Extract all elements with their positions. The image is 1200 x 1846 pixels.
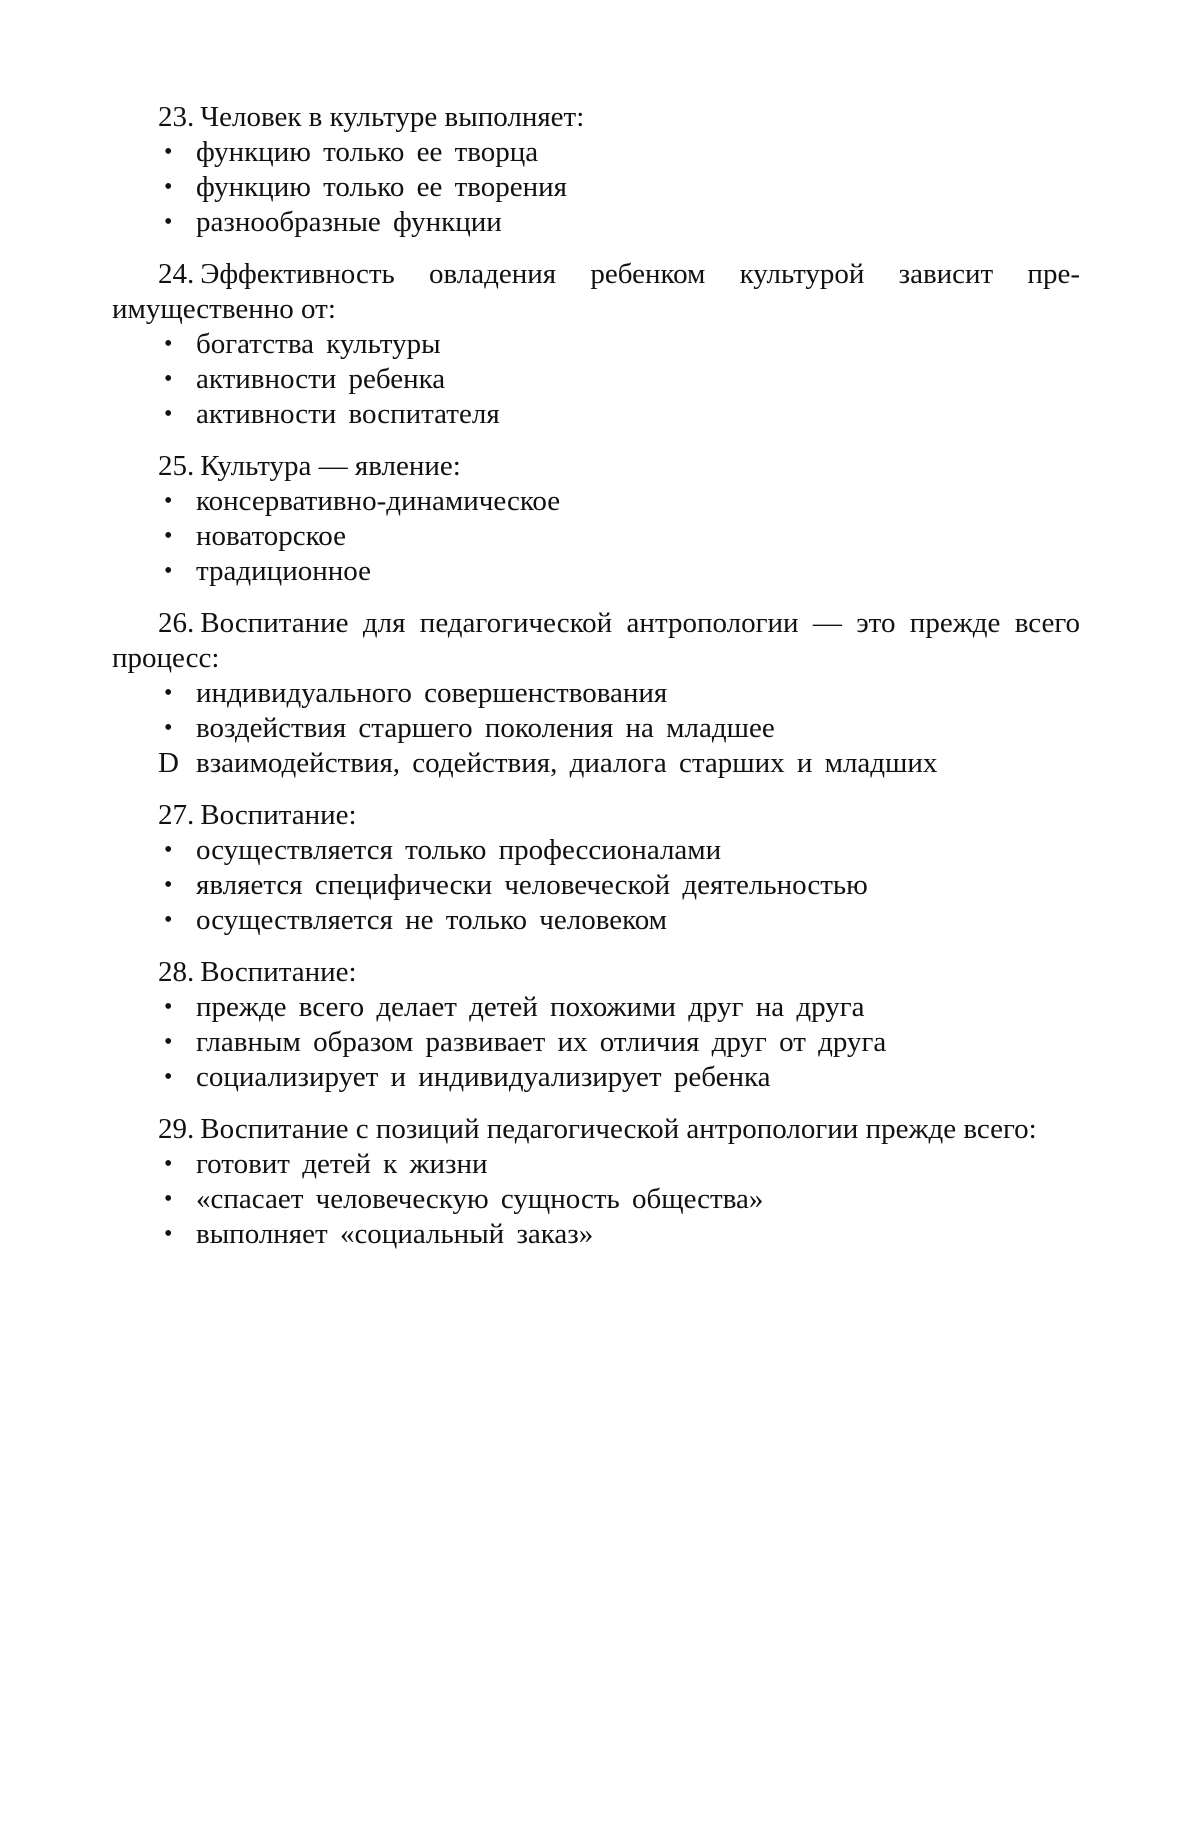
answer-option (112, 1147, 1080, 1182)
answer-option (112, 327, 1080, 362)
bullet-icon: • (164, 1064, 173, 1090)
question-number: 29. (158, 1113, 195, 1145)
question-number: 26. (158, 607, 195, 639)
answer-option (112, 676, 1080, 711)
answer-option-text: консервативно-динамическое (196, 485, 561, 517)
question-26 (112, 606, 1080, 781)
question-27 (112, 798, 1080, 938)
answer-option (112, 746, 1080, 781)
answer-option (112, 397, 1080, 432)
answer-option (112, 1182, 1080, 1217)
question-stem (112, 1112, 1080, 1147)
bullet-icon: • (164, 1186, 173, 1212)
bullet-icon: • (164, 994, 173, 1020)
question-29 (112, 1112, 1080, 1252)
answer-option (112, 990, 1080, 1025)
question-stem (112, 798, 1080, 833)
bullet-icon: • (164, 680, 173, 706)
bullet-icon: • (164, 488, 173, 514)
answer-option (112, 868, 1080, 903)
answer-options (112, 484, 1080, 589)
bullet-icon: • (164, 558, 173, 584)
answer-option (112, 554, 1080, 589)
question-25 (112, 449, 1080, 589)
bullet-icon: • (164, 331, 173, 357)
question-stem (112, 100, 1080, 135)
answer-option-text: воздействия старшего поколения на младшее (196, 712, 775, 744)
question-23 (112, 100, 1080, 240)
question-28 (112, 955, 1080, 1095)
bullet-icon: • (164, 872, 173, 898)
answer-option (112, 519, 1080, 554)
question-stem (112, 257, 1080, 327)
question-number: 25. (158, 450, 195, 482)
answer-option (112, 833, 1080, 868)
answer-options (112, 327, 1080, 432)
answer-option-text: активности воспитателя (196, 398, 500, 430)
answer-option-text: выполняет «социальный заказ» (196, 1218, 594, 1250)
bullet-icon: • (164, 907, 173, 933)
bullet-icon: • (164, 1221, 173, 1247)
question-text: Эффективность овладения ребенком культурой зависит преимущественно от: (112, 258, 1080, 325)
answer-options (112, 1147, 1080, 1252)
question-number: 28. (158, 956, 195, 988)
answer-option-text: «спасает человеческую сущность общества» (196, 1183, 764, 1215)
answer-option (112, 903, 1080, 938)
answer-option (112, 170, 1080, 205)
question-24 (112, 257, 1080, 432)
question-stem (112, 449, 1080, 484)
answer-option-text: индивидуального совершенствования (196, 677, 668, 709)
answer-option (112, 1217, 1080, 1252)
bullet-icon: • (164, 139, 173, 165)
answer-option-text: традиционное (196, 555, 371, 587)
answer-option-text: разнообразные функции (196, 206, 502, 238)
bullet-icon: • (164, 401, 173, 427)
question-text: Человек в культуре выполняет: (200, 101, 585, 133)
answer-option (112, 1060, 1080, 1095)
bullet-icon: • (164, 174, 173, 200)
answer-option-text: функцию только ее творения (196, 171, 568, 203)
question-stem (112, 606, 1080, 676)
answer-options (112, 833, 1080, 938)
answer-option-text: функцию только ее творца (196, 136, 539, 168)
question-text: Культура — явление: (200, 450, 461, 482)
answer-option-text: социализирует и индивидуализирует ребенка (196, 1061, 771, 1093)
option-letter-marker: D (158, 747, 179, 779)
answer-options (112, 990, 1080, 1095)
question-stem (112, 955, 1080, 990)
answer-option-text: осуществляется только профессионалами (196, 834, 722, 866)
bullet-icon: • (164, 1029, 173, 1055)
answer-options (112, 676, 1080, 781)
answer-option (112, 711, 1080, 746)
bullet-icon: • (164, 1151, 173, 1177)
question-number: 23. (158, 101, 195, 133)
answer-option-text: взаимодействия, содействия, диалога старших и младших (196, 747, 938, 779)
question-text: Воспитание: (200, 956, 357, 988)
answer-option-text: новаторское (196, 520, 346, 552)
question-text: Воспитание: (200, 799, 357, 831)
bullet-icon: • (164, 209, 173, 235)
question-number: 24. (158, 258, 195, 290)
answer-option (112, 484, 1080, 519)
answer-option-text: главным образом развивает их отличия друг от друга (196, 1026, 887, 1058)
bullet-icon: • (164, 837, 173, 863)
answer-option-text: осуществляется не только человеком (196, 904, 668, 936)
answer-option (112, 1025, 1080, 1060)
bullet-icon: • (164, 715, 173, 741)
bullet-icon: • (164, 523, 173, 549)
answer-option-text: прежде всего делает детей похожими друг на друга (196, 991, 865, 1023)
answer-option-text: богатства культуры (196, 328, 441, 360)
question-text: Воспитание для педагогической антропологии — это прежде всего процесс: (112, 607, 1080, 674)
answer-option-text: активности ребенка (196, 363, 446, 395)
document-page (112, 100, 1080, 1269)
answer-option (112, 362, 1080, 397)
answer-options (112, 135, 1080, 240)
question-text: Воспитание с позиций педагогической антропологии прежде всего: (200, 1113, 1037, 1145)
bullet-icon: • (164, 366, 173, 392)
answer-option-text: является специфически человеческой деятельностью (196, 869, 868, 901)
answer-option (112, 135, 1080, 170)
answer-option-text: готовит детей к жизни (196, 1148, 488, 1180)
question-number: 27. (158, 799, 195, 831)
answer-option (112, 205, 1080, 240)
